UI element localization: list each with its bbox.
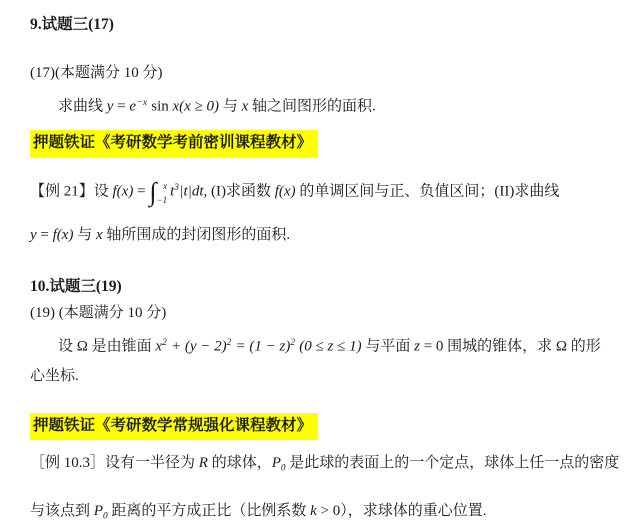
text-segment: sin	[147, 98, 173, 115]
text-segment: 的球体，	[207, 455, 272, 472]
text-segment: 轴所围成的封闭图形的面积.	[102, 226, 291, 243]
text-segment: 的单调区间与正、负值区间；(II)求曲线	[295, 183, 560, 200]
highlight-banner-1	[30, 130, 318, 157]
text-segment: > 0	[316, 502, 341, 519]
text-segment: 押题铁证《考研数学考前密训课程教材》	[33, 133, 313, 151]
text-segment: (I)求函数	[207, 183, 275, 200]
text-segment: 与该点到	[30, 502, 94, 519]
section-10-heading	[30, 276, 631, 298]
example-21-line-1	[30, 177, 631, 204]
highlight-banner-2	[30, 413, 318, 440]
text-segment: 9.试题三(17)	[30, 16, 114, 33]
example-10-3-line-2	[30, 500, 631, 527]
example-10-3-line-1	[30, 452, 631, 479]
text-segment: 0	[102, 510, 108, 521]
integral-limits	[157, 181, 168, 205]
document-body	[30, 14, 631, 527]
text-segment: = 0	[419, 338, 444, 355]
text-segment: (19) (本题满分 10 分)	[30, 304, 167, 321]
text-segment: =	[36, 226, 53, 243]
text-segment: e	[129, 98, 137, 115]
integral-icon: ∫	[149, 176, 157, 206]
text-segment: =	[133, 183, 150, 200]
example-21-line-2	[30, 224, 631, 246]
text-segment: 与平面	[361, 338, 415, 355]
q19-problem-line-1	[30, 332, 631, 358]
text-segment: f(x)	[112, 183, 134, 200]
text-segment: z	[414, 338, 420, 355]
text-segment: 轴之间图形的面积.	[248, 98, 376, 115]
text-segment: 与	[73, 226, 96, 243]
text-segment: k	[310, 502, 317, 519]
text-segment: =	[113, 98, 130, 115]
text-segment: (x ≥ 0)	[179, 98, 220, 115]
text-segment: P	[271, 455, 281, 472]
text-segment: 心坐标.	[30, 368, 79, 385]
text-segment: ［例 10.3］设有一半径为	[30, 455, 199, 472]
section-9-heading	[30, 14, 631, 36]
text-segment: −x	[136, 98, 148, 108]
integral-lower-limit: −1	[156, 194, 168, 205]
text-segment: 押题铁证《考研数学常规强化课程教材》	[33, 417, 313, 435]
text-segment: P	[93, 502, 103, 519]
text-segment: x	[172, 98, 180, 115]
text-segment: 与	[219, 98, 242, 115]
text-segment: 10.试题三(19)	[30, 277, 122, 295]
text-segment: (0 ≤ z ≤ 1)	[295, 338, 362, 355]
text-segment: + (y − 2)	[167, 338, 227, 355]
text-segment: x	[241, 98, 249, 115]
text-segment: t	[170, 183, 175, 200]
text-segment: y	[30, 226, 37, 243]
text-segment: f(x)	[52, 226, 74, 243]
text-segment: 0	[280, 463, 286, 474]
text-segment: 2	[290, 337, 296, 348]
q19-score-line	[30, 302, 631, 324]
text-segment: 2	[226, 337, 232, 348]
text-segment: x	[95, 226, 103, 243]
text-segment: 2	[162, 337, 168, 348]
text-segment: 设 Ω 是由锥面	[58, 338, 156, 355]
text-segment: (17)(本题满分 10 分)	[30, 65, 163, 81]
text-segment: = (1 − z)	[231, 338, 291, 355]
text-segment: 距离的平方成正比（比例系数	[107, 502, 311, 519]
text-segment: 围城的锥体，求 Ω 的形	[443, 338, 601, 355]
text-segment: |t|dt,	[179, 183, 208, 200]
text-segment: f(x)	[274, 183, 296, 200]
q17-score-line	[30, 62, 631, 84]
text-segment: 是此球的表面上的一个定点，球体上任一点的密度	[285, 455, 620, 472]
q17-problem	[30, 92, 631, 118]
text-segment: 【例 21】设	[30, 183, 113, 200]
text-segment: ），求球体的重心位置.	[340, 502, 487, 519]
q19-problem-line-2	[30, 365, 631, 387]
text-segment: 3	[174, 182, 180, 193]
text-segment: R	[198, 455, 208, 472]
text-segment: x	[155, 338, 163, 355]
text-segment: 求曲线	[58, 98, 107, 115]
integral-upper-limit: x	[163, 180, 168, 191]
text-segment: y	[106, 98, 114, 115]
